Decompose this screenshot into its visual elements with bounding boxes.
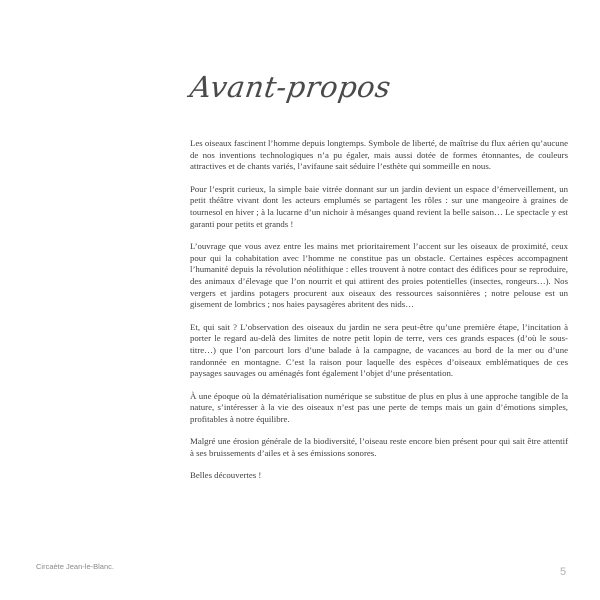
paragraph: Les oiseaux fascinent l’homme depuis longtemps. Symbole de liberté, de maîtrise du flux aérien qu’aucune de nos inventions technologiques n’a pu égaler, mais aussi dotée de formes étonnantes, de couleurs attractives et de chants variés, l’avifaune sait séduire l’esthète qui sommeille en nous. xyxy=(190,138,568,172)
paragraph: Pour l’esprit curieux, la simple baie vitrée donnant sur un jardin devient un espace d’émerveillement, un petit théâtre vivant dont les acteurs emplumés se partagent les rôles : sur une mangeoire à graines de tournesol en hiver ; à la lucarne d’un nichoir à mésanges quand revient la belle saison… Le spectacle y est garanti pour petits et grands ! xyxy=(190,183,568,229)
page-number: 5 xyxy=(560,566,567,578)
paragraph: À une époque où la dématérialisation numérique se substitue de plus en plus à une approche tangible de la nature, s’intéresser à la vie des oiseaux n’est pas une perte de temps mais un gain d’émotions simples, profitables à notre équilibre. xyxy=(190,390,568,425)
page-title: Avant-propos xyxy=(188,70,394,104)
paragraph: L’ouvrage que vous avez entre les mains met prioritairement l’accent sur les oiseaux de proximité, ceux pour qui la cohabitation avec l’homme ne constitue pas un obstacle. Certaines espèces accompagnent l’humanité depuis la révolution néolithique : elles trouvent à notre contact des édifices pour se reproduire, des animaux d’élevage que l’on nourrit et qui attirent des proies potentielles (insectes, rongeurs…). Nos vergers et jardins potagers procurent aux oiseaux des ressources saisonnières ; notre pelouse est un gisement de lombrics ; nos haies paysagères abritent des nids… xyxy=(190,240,568,310)
image-caption: Circaète Jean-le-Blanc. xyxy=(36,562,114,571)
paragraph: Et, qui sait ? L’observation des oiseaux du jardin ne sera peut-être qu’une première étape, l’incitation à porter le regard au-delà des limites de notre petit lopin de terre, vers ces grands espaces (d’où le sous-titre…) que l’on parcourt lors d’une balade à la campagne, de vacances au bord de la mer ou d’une randonnée en montagne. C’est la raison pour laquelle des espèces d’oiseaux emblématiques de ces paysages sauvages ou aménagés font également l’objet d’une présentation. xyxy=(190,321,568,379)
body-text xyxy=(190,138,568,492)
paragraph: Malgré une érosion générale de la biodiversité, l’oiseau reste encore bien présent pour qui sait être attentif à ses bruissements d’ailes et à ses émissions sonores. xyxy=(190,436,568,458)
paragraph: Belles découvertes ! xyxy=(190,470,262,481)
